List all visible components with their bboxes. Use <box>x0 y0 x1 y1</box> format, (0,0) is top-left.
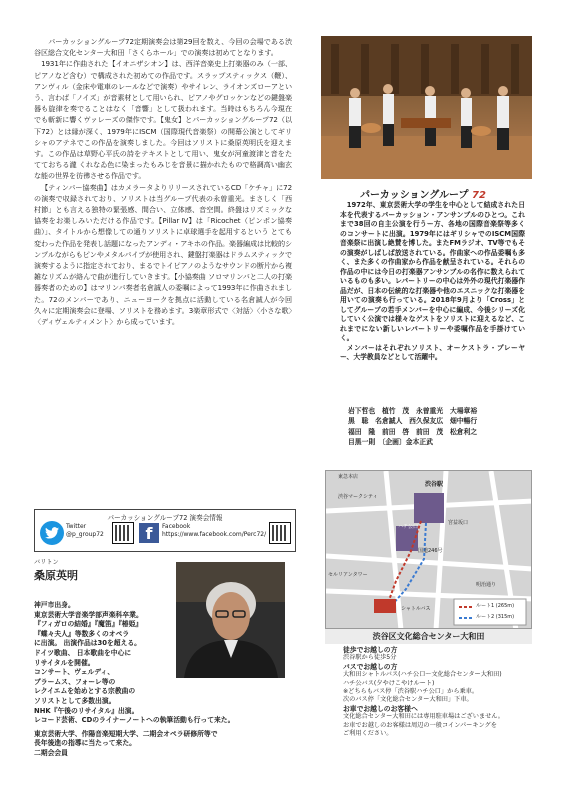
group-profile <box>340 201 525 363</box>
bus-title: バスでお越しの方 <box>343 662 398 671</box>
bio-line: 東京芸術大学、作陽音楽短期大学、二期会オペラ研修所等で <box>34 729 218 738</box>
car-line: お車でお越しのお客様は周辺の一般コインパーキングを <box>343 721 497 729</box>
facebook-qr-code-icon <box>269 522 291 544</box>
sns-title: パーカッショングループ72 演奏会情報 <box>107 514 223 522</box>
map-label-route246: 国道246号 <box>418 548 443 554</box>
bio-line: に出演。 出演作品は30を超える。 <box>34 639 141 648</box>
soloist-portrait <box>176 562 285 678</box>
walk-title: 徒歩でお越しの方 <box>343 646 398 654</box>
bus-line: 大和田シャトルバス(ハチ公口～文化総合センター大和田) <box>343 671 502 679</box>
twitter-handle: @p_group72 <box>66 531 104 538</box>
map-label-shuttle: シャトルバス <box>401 606 431 612</box>
map-label-miyamasu: 宮益坂口 <box>448 520 469 526</box>
venue-name: 渋谷区文化総合センター大和田 <box>325 629 532 644</box>
facebook-url: https://www.facebook.com/Perc72/ <box>162 531 267 538</box>
facebook-label[interactable] <box>162 523 266 539</box>
map-legend-route1: ルート1 (265m) <box>476 603 515 609</box>
ionisation-paragraph: 1931年に作曲された【イオニザシオン】は、西洋音楽史上打楽器のみ（一部、ピアノなど含む）で構成された初めての作品です。スラップスティックス（鞭）、アンヴィル（金床や電車のレールなどで演奏）やサイレン、ライオンズローアという、言わば「ノイズ」が音素材として用いられ、ピアノやグロッケンなどの鍵盤楽器も旋律を奏でることはなく「音響」として扱われます。当時はもちろん今現在でも斬新に響くヴァレーズの傑作です。【鬼女】とパーカッショングループ72（以下72）とは縁が深く、1979年にISCM（国際現代音楽祭）の開幕公演としてギリシャのアテネでこの作品を演奏しました。今回はソリストに桑原英明氏を迎えます。この作品は草野心平氏の詩をテキストとして用い、鬼女が河童渡津と音をたてておちる瀧 くれなゐ色に染まったもみじを音景に描かれたもので格調高い幽玄な能の世界を彷彿させる作品です。 <box>34 59 292 181</box>
venue-map <box>325 470 532 629</box>
car-line: ご利用ください。 <box>343 730 393 738</box>
bus-line: ※どちらもバス停「渋谷駅ハチ公口」から乗車。 <box>343 688 479 696</box>
bus-line: 次のバス停「文化総合センター大和田」下車。 <box>343 696 473 704</box>
bio-line: ブラームス、フォーレ等の <box>34 677 116 686</box>
group-photo <box>321 36 532 179</box>
bio-line: 二期会会員 <box>34 748 68 757</box>
member-row: 黒 聡 名倉誠人 西久保友広 畑中暢行 <box>348 417 478 426</box>
facebook-name: Facebook <box>162 523 191 530</box>
map-label-station: 渋谷駅 <box>425 481 444 488</box>
map-legend-route2: ルート2 (315m) <box>476 614 515 620</box>
map-label-meiji: 明治通り <box>476 582 497 588</box>
bio-line: リサイタルを開催。 <box>34 658 95 667</box>
bio-line: レクイエムを始めとする宗教曲の <box>34 687 136 696</box>
member-row: 福田 隆 前田 啓 前田 茂 松倉利之 <box>348 427 478 436</box>
car-line: 文化総合センター大和田には専用駐車場はございません。 <box>343 713 504 721</box>
map-label-hachiko: ハチ公口 <box>398 524 419 530</box>
twitter-icon[interactable] <box>40 521 64 545</box>
facebook-icon[interactable]: f <box>139 523 159 543</box>
bus-line: ハチ公バス(夕やけこやけルート) <box>343 679 435 687</box>
access-info <box>343 646 533 738</box>
soloist-role: バリトン <box>34 559 59 566</box>
group-title <box>360 186 486 201</box>
walk-text: 渋谷駅から徒歩5分 <box>343 654 397 662</box>
bio-line: 『蝶々夫人』等数多くのオペラ <box>34 629 130 638</box>
map-label-cerulean: セルリアンタワー <box>328 572 368 578</box>
group-profile-paragraph: メンバーはそれぞれソリスト、オーケストラ・プレーヤー、大学教員などとして活躍中。 <box>340 343 525 361</box>
map-label-markcity: 渋谷マークシティ <box>338 494 378 500</box>
car-title: お車でお越しのお客様へ <box>343 704 418 713</box>
bio-line: 『フィガロの結婚』『魔笛』『椿姫』 <box>34 620 143 629</box>
bio-line: 東京芸術大学音楽学部声楽科卒業。 <box>34 610 143 619</box>
bio-line: コンサート、ヴェルディ、 <box>34 668 115 677</box>
bio-line: ソリストとして多数出演。 <box>34 696 116 705</box>
sns-info-box <box>34 509 296 552</box>
twitter-label[interactable] <box>66 523 104 539</box>
group-title-number: 72 <box>471 190 486 201</box>
map-label-tokyu: 東急本店 <box>338 474 359 480</box>
works-paragraph: 【ティンパー協奏曲】はカメラータよりリリースされているCD「ケチャ」に72の演奏で収録されており、ソリストは当グループ代表の永曽重光。まさしく「西村節」とも言える独特の緊張感、間合い、立体感、音空間。終盤はリズミックな協奏をお楽しみいただける作品です。【Pillar Ⅳ】は「Ricochet（ピンポン協奏曲）」、タイトルから想像しての通りソリストに卓球選手を起用するという とても変わった作品を発表し話題になったアンディ・アキホの作品。楽器編成は比較的シンプルながらもピンやメタルパイプが使用され、鍵盤打楽器はドラムスティックで演奏するように指定されており、まるでトイピアノのようなサウンドの断片から複雑なリズムが絡んで曲が進行していきます。【小協奏曲 ソロマリンバと二人の打楽器奏者のための】はマリンバ奏者名倉誠人の委嘱によって1993年に作曲されました。72のメンバーであり、ニューヨークを拠点に活動している名倉誠人が今回久々に定期演奏会に登場、ソリストを務めます。3楽章形式で〈対話〉〈小さな歌〉〈ディヴェルティメント〉から成っています。 <box>34 182 292 327</box>
group-profile-paragraph: 1972年、東京芸術大学の学生を中心として結成された日本を代表するパーカッション・アンサンブルのひとつ。これまで38回の自主公演を行うー方、各地の国際音楽祭等多くのコンサートに出演。1979年にはギリシャでのISCM国際音楽祭に出演し絶賛を博した。またFMラジオ、TV等でもその演奏がしばしば放送されている。作曲家への作品委嘱も多く、また多くの作曲家から作品を献呈されている。それらの作品の中には今日の打楽器アンサンブルの名作に数えられているものも多い。レパートリーの中心は外外の現代打楽器作品だが、日本の伝統的な打楽器や他のエスニックな打楽器を用いての演奏も行っている。2018年9月より「Cross」としてグループの若手メンバーを中心に編成、今後シリーズ化していく公演では様々なゲストをソリストに迎えるなど、これまでにない新しいレパートリーや委嘱作品を手掛けていく。 <box>340 201 525 342</box>
intro-paragraph: パーカッショングループ72定期演奏会は第29回を数え、今回の会場である渋谷区総合文化センター大和田「さくらホール」での演奏は初めてとなります。 <box>34 37 292 58</box>
bio-line: レコード芸術、CDのライナーノートへの執筆活動も行って来た。 <box>34 716 235 725</box>
member-row: 目黒一則 〔企画〕金本正武 <box>348 437 433 446</box>
soloist-name: 桑原英明 <box>34 569 78 582</box>
twitter-qr-code-icon <box>112 522 134 544</box>
bio-line: ドイツ歌曲、 日本歌曲を中心に <box>34 648 132 657</box>
member-list <box>348 406 528 447</box>
bio-line: NHK『午後のリサイタル』出演。 <box>34 706 139 715</box>
group-title-text: パーカッショングループ <box>360 190 469 201</box>
program-notes <box>34 36 292 327</box>
bio-line: 神戸市出身。 <box>34 601 75 609</box>
member-row: 岩下哲也 植竹 茂 永曽重光 大場章裕 <box>348 407 478 415</box>
twitter-name: Twitter <box>66 523 87 530</box>
bio-line: 長年後進の指導に当たって来た。 <box>34 739 136 748</box>
